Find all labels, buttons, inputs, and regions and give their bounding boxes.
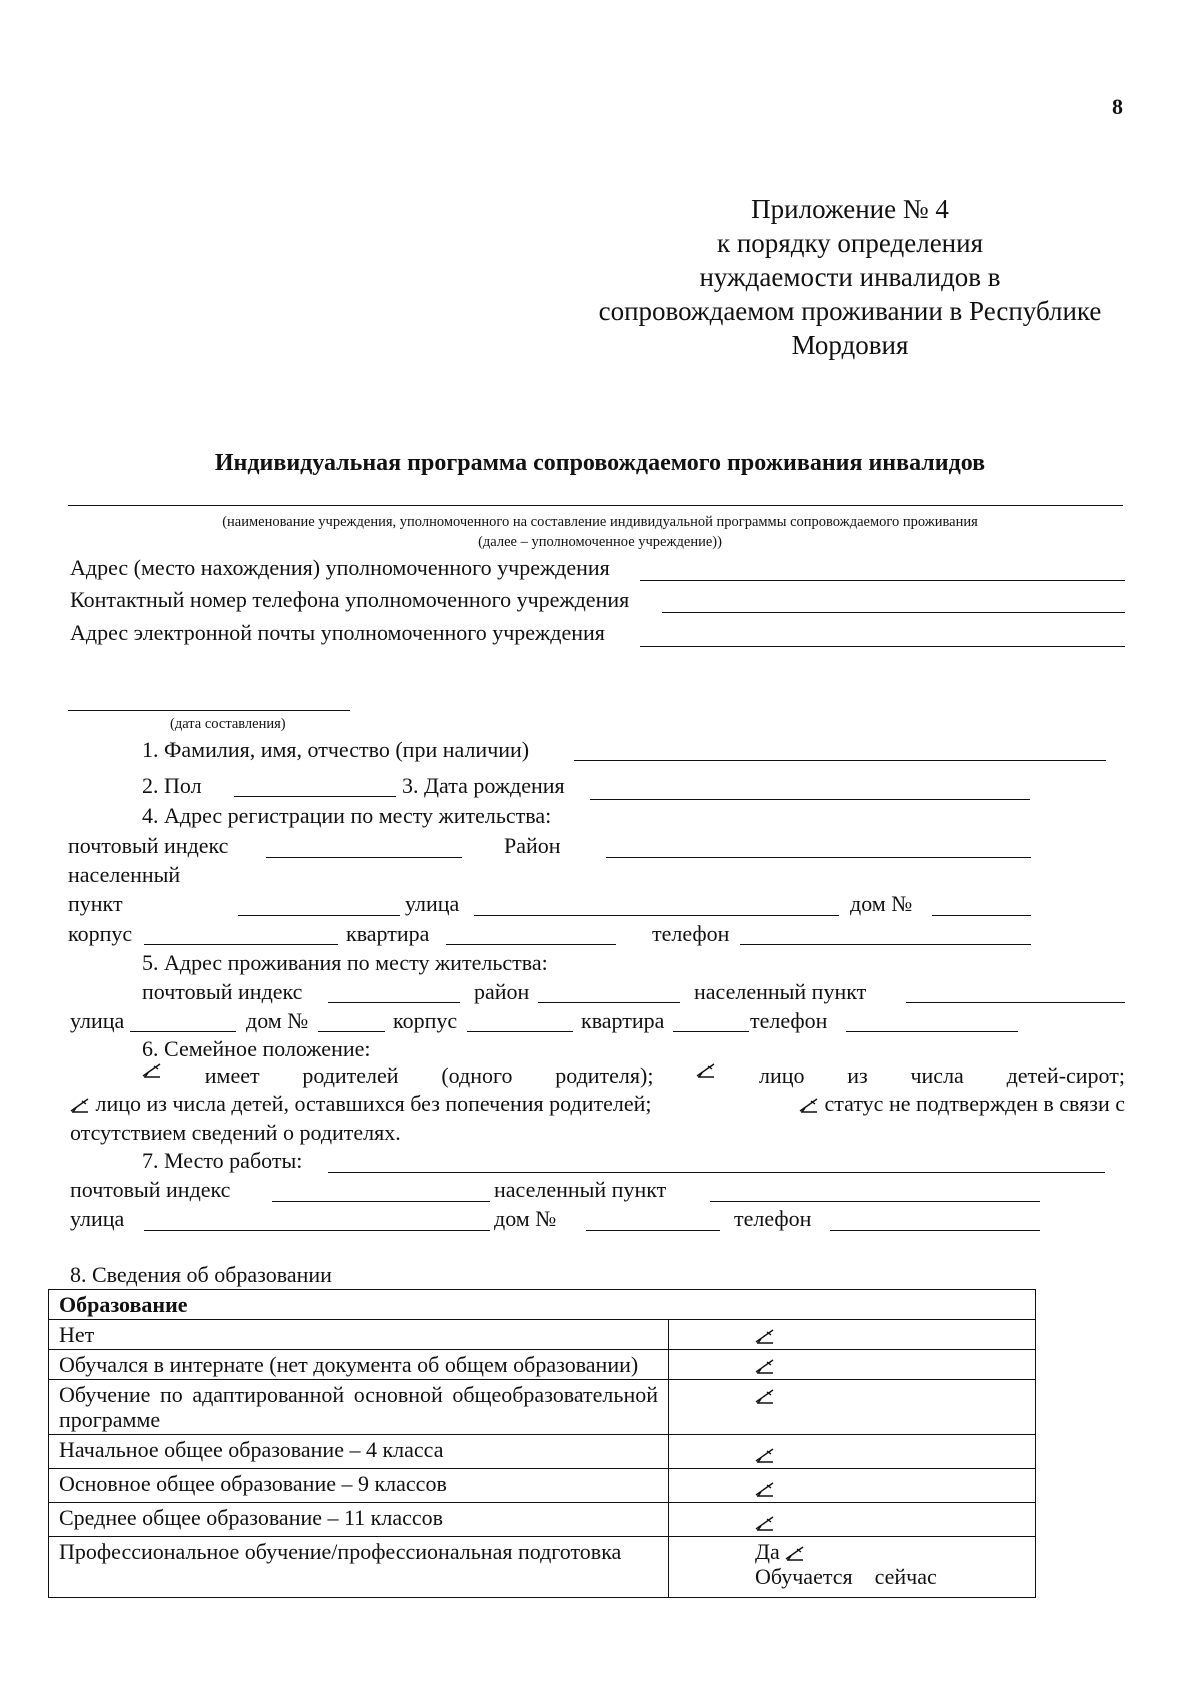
reg-building-label: корпус: [68, 921, 133, 946]
work-line[interactable]: [328, 1172, 1105, 1173]
institution-caption-1: (наименование учреждения, уполномоченного на составление индивидуальной программы сопровождаемого проживания: [222, 514, 978, 530]
live-district-line[interactable]: [538, 1002, 680, 1003]
live-apartment-line[interactable]: [673, 1031, 749, 1032]
appendix-block: [580, 192, 1120, 362]
live-phone-label: телефон: [750, 1008, 828, 1033]
reg-district-line[interactable]: [606, 857, 1031, 858]
institution-address-line[interactable]: [640, 580, 1125, 581]
education-option-mark[interactable]: [669, 1435, 1036, 1469]
education-option-mark[interactable]: [669, 1380, 1036, 1435]
family-word-1: имеет: [204, 1063, 260, 1088]
work-street-label: улица: [70, 1206, 125, 1231]
education-option-mark[interactable]: [669, 1469, 1036, 1503]
education-table-header: Образование: [49, 1290, 1036, 1320]
table-row: [49, 1435, 1036, 1469]
table-row: [49, 1503, 1036, 1537]
live-building-line[interactable]: [467, 1031, 573, 1032]
appendix-line-5: Мордовия: [791, 330, 909, 360]
live-street-label: улица: [70, 1008, 125, 1033]
work-settlement-label: населенный пункт: [494, 1177, 667, 1202]
pen-check-icon[interactable]: [142, 1062, 162, 1078]
pen-check-icon[interactable]: [755, 1447, 775, 1463]
pen-check-icon[interactable]: [755, 1515, 775, 1531]
family-line-3: отсутствием сведений о родителях.: [70, 1120, 401, 1145]
institution-email-label: Адрес электронной почты уполномоченного учреждения: [70, 620, 605, 645]
sex-label: 2. Пол: [142, 773, 202, 798]
reg-settlement-label-1: населенный: [68, 862, 181, 887]
reg-settlement-label-2: пункт: [68, 891, 123, 916]
birth-date-label: 3. Дата рождения: [402, 773, 565, 798]
live-district-label: район: [474, 979, 530, 1004]
family-word-2: родителей: [302, 1063, 399, 1088]
reg-building-line[interactable]: [144, 944, 338, 945]
table-row: [49, 1320, 1036, 1350]
work-house-label: дом №: [494, 1206, 557, 1231]
appendix-line-3: нуждаемости инвалидов в: [699, 262, 1001, 292]
fio-label: 1. Фамилия, имя, отчество (при наличии): [142, 737, 530, 762]
fio-line[interactable]: [574, 760, 1106, 761]
sex-line[interactable]: [234, 796, 396, 797]
work-postcode-line[interactable]: [272, 1201, 490, 1202]
education-table: [48, 1289, 1036, 1598]
live-house-label: дом №: [246, 1008, 309, 1033]
reg-street-label: улица: [405, 891, 460, 916]
live-street-line[interactable]: [130, 1031, 236, 1032]
reg-postcode-label: почтовый индекс: [68, 833, 229, 858]
family-line-1: [142, 1062, 1125, 1090]
live-settlement-label: населенный пункт: [694, 979, 867, 1004]
reg-street-line[interactable]: [474, 915, 839, 916]
appendix-line-4: сопровождаемом проживании в Республике: [598, 296, 1102, 326]
pen-check-icon[interactable]: [799, 1097, 819, 1113]
work-house-line[interactable]: [586, 1230, 720, 1231]
pen-check-icon[interactable]: [70, 1097, 90, 1113]
education-option-mark[interactable]: [669, 1320, 1036, 1350]
education-option-mark[interactable]: [669, 1350, 1036, 1380]
family-word-4: родителя);: [555, 1063, 654, 1088]
education-option-label: Профессиональное обучение/профессиональная подготовка: [49, 1537, 669, 1598]
reg-apartment-label: квартира: [346, 921, 430, 946]
education-option-label: Среднее общее образование – 11 классов: [49, 1503, 669, 1537]
pen-check-icon[interactable]: [785, 1545, 805, 1561]
reg-postcode-line[interactable]: [266, 857, 462, 858]
pen-check-icon[interactable]: [755, 1388, 775, 1404]
family-line-2: [70, 1090, 1125, 1118]
pen-check-icon[interactable]: [755, 1328, 775, 1344]
pen-check-icon[interactable]: [696, 1062, 716, 1078]
professional-current-label: Обучается сейчас: [755, 1564, 937, 1589]
work-label: 7. Место работы:: [142, 1148, 303, 1173]
live-settlement-line[interactable]: [906, 1002, 1125, 1003]
family-heading: 6. Семейное положение:: [142, 1036, 371, 1061]
appendix-line-2: к порядку определения: [716, 228, 984, 258]
date-line[interactable]: [68, 710, 350, 711]
education-option-label: Обучение по адаптированной основной общеобразовательной программе: [49, 1380, 669, 1435]
work-phone-line[interactable]: [830, 1230, 1040, 1231]
appendix-line-1: Приложение № 4: [751, 194, 949, 224]
reg-district-label: Район: [504, 833, 561, 858]
reg-address-heading: 4. Адрес регистрации по месту жительства:: [142, 803, 552, 828]
education-option-mark[interactable]: [669, 1503, 1036, 1537]
work-postcode-label: почтовый индекс: [70, 1177, 231, 1202]
live-house-line[interactable]: [318, 1031, 385, 1032]
table-row: [49, 1290, 1036, 1320]
page-number: 8: [1112, 94, 1123, 119]
institution-email-line[interactable]: [640, 646, 1125, 647]
family-word-8: детей-сирот;: [1006, 1063, 1125, 1088]
reg-settlement-line[interactable]: [238, 915, 400, 916]
live-phone-line[interactable]: [846, 1031, 1018, 1032]
live-address-heading: 5. Адрес проживания по месту жительства:: [142, 950, 548, 975]
document-title: Индивидуальная программа сопровождаемого проживания инвалидов: [214, 450, 986, 476]
live-building-label: корпус: [393, 1008, 458, 1033]
reg-house-line[interactable]: [932, 915, 1031, 916]
table-row: [49, 1380, 1036, 1435]
family-word-3: (одного: [441, 1063, 513, 1088]
family-option-unconfirmed: статус не подтвержден в связи с: [824, 1091, 1125, 1116]
pen-check-icon[interactable]: [755, 1358, 775, 1374]
birth-date-line[interactable]: [590, 799, 1030, 800]
reg-phone-line[interactable]: [740, 944, 1031, 945]
education-option-label: Основное общее образование – 9 классов: [49, 1469, 669, 1503]
family-word-5: лицо: [758, 1063, 805, 1088]
education-option-label: Обучался в интернате (нет документа об общем образовании): [49, 1350, 669, 1380]
date-caption: (дата составления): [170, 716, 286, 732]
institution-address-label: Адрес (место нахождения) уполномоченного учреждения: [70, 555, 610, 580]
pen-check-icon[interactable]: [755, 1481, 775, 1497]
education-option-mark[interactable]: [669, 1537, 1036, 1598]
professional-yes-label: Да: [755, 1539, 780, 1564]
education-option-label: Начальное общее образование – 4 класса: [49, 1435, 669, 1469]
table-row: [49, 1469, 1036, 1503]
reg-house-label: дом №: [850, 891, 913, 916]
institution-phone-line[interactable]: [662, 612, 1125, 613]
family-option-no-care: лицо из числа детей, оставшихся без попечения родителей;: [95, 1091, 652, 1116]
work-phone-label: телефон: [734, 1206, 812, 1231]
family-word-6: из: [847, 1063, 868, 1088]
institution-name-line: [68, 505, 1123, 506]
live-postcode-line[interactable]: [328, 1002, 460, 1003]
institution-caption-2: (далее – уполномоченное учреждение)): [478, 534, 722, 550]
work-street-line[interactable]: [144, 1230, 490, 1231]
live-postcode-label: почтовый индекс: [142, 979, 303, 1004]
reg-apartment-line[interactable]: [446, 944, 616, 945]
table-row: [49, 1537, 1036, 1598]
education-heading: 8. Сведения об образовании: [70, 1262, 332, 1287]
family-word-7: числа: [910, 1063, 964, 1088]
work-settlement-line[interactable]: [710, 1201, 1040, 1202]
education-option-label: Нет: [49, 1320, 669, 1350]
reg-phone-label: телефон: [652, 921, 730, 946]
table-row: [49, 1350, 1036, 1380]
live-apartment-label: квартира: [581, 1008, 665, 1033]
institution-phone-label: Контактный номер телефона уполномоченного учреждения: [70, 587, 630, 612]
